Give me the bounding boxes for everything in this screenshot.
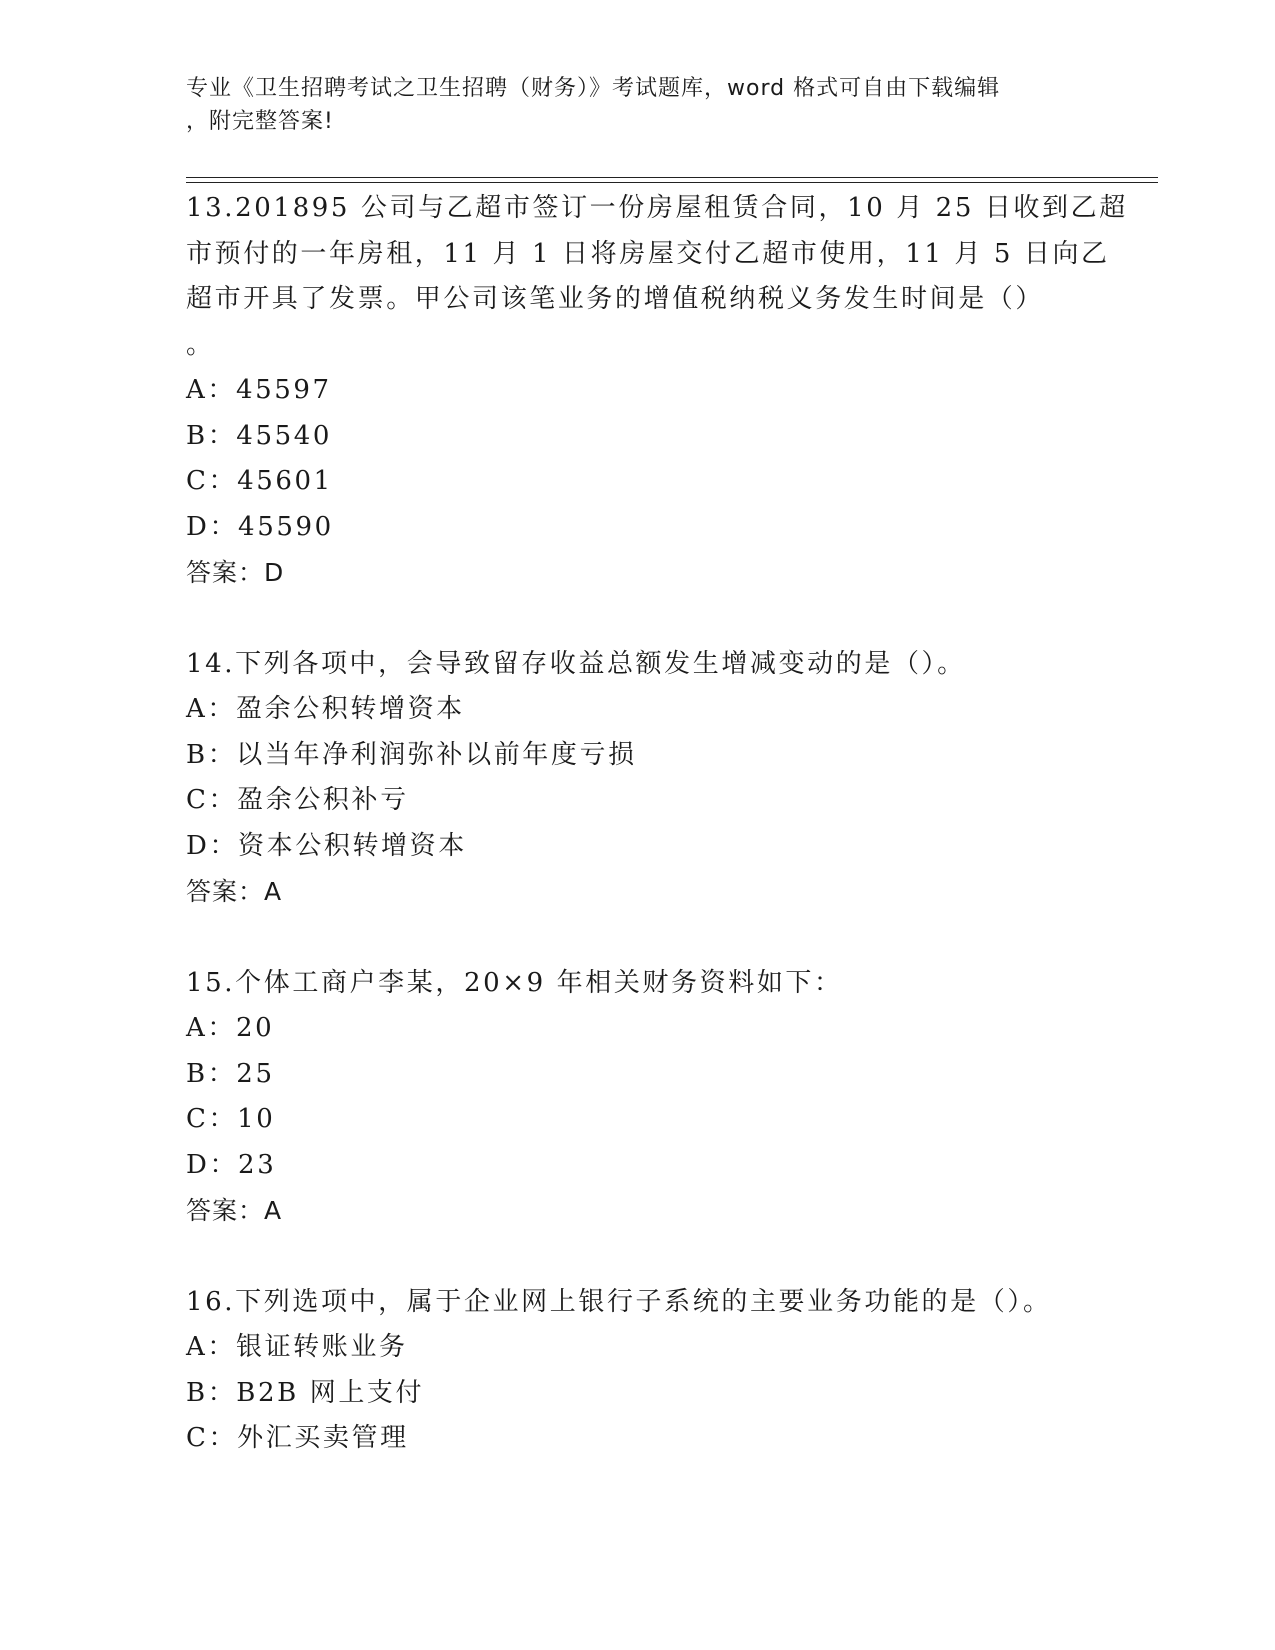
answer-text: 答案：A [186, 1196, 283, 1225]
option-c: C：盈余公积补亏 [186, 785, 409, 815]
option-b: B：25 [186, 1058, 275, 1089]
question-15 [186, 961, 1086, 1234]
question-13 [186, 186, 1128, 596]
option-a: A：盈余公积转增资本 [186, 694, 465, 724]
header-divider-bottom [186, 182, 1158, 183]
option-b: B：45540 [186, 420, 333, 451]
document-header [186, 72, 1086, 138]
header-line-1: 专业《卫生招聘考试之卫生招聘（财务）》考试题库，word 格式可自由下载编辑 [186, 76, 1001, 101]
question-stem-line: 16.下列选项中，属于企业网上银行子系统的主要业务功能的是（）。 [186, 1286, 1052, 1317]
option-b: B：以当年净利润弥补以前年度亏损 [186, 739, 637, 770]
answer-text: 答案：D [186, 558, 285, 587]
option-b: B：B2B 网上支付 [186, 1377, 425, 1408]
option-c: C：45601 [186, 466, 333, 496]
answer-text: 答案：A [186, 877, 283, 906]
question-stem-line: 市预付的一年房租，11 月 1 日将房屋交付乙超市使用，11 月 5 日向乙 [186, 238, 1110, 269]
question-stem-line: 。 [186, 329, 215, 360]
option-d: D：资本公积转增资本 [186, 830, 467, 861]
option-d: D：45590 [186, 511, 334, 542]
option-c: C：10 [186, 1104, 276, 1134]
question-14 [186, 642, 1086, 915]
option-a: A：银证转账业务 [186, 1332, 408, 1362]
option-d: D：23 [186, 1149, 277, 1180]
header-divider-top [186, 177, 1158, 178]
question-list [186, 186, 1128, 1462]
question-stem-line: 超市开具了发票。甲公司该笔业务的增值税纳税义务发生时间是（） [186, 284, 1045, 314]
option-a: A：45597 [186, 375, 332, 405]
header-line-2: ，附完整答案! [186, 109, 334, 134]
question-stem-line: 14.下列各项中，会导致留存收益总额发生增减变动的是（）。 [186, 648, 966, 679]
question-16 [186, 1280, 1086, 1462]
option-c: C：外汇买卖管理 [186, 1423, 409, 1453]
question-stem-line: 13.201895 公司与乙超市签订一份房屋租赁合同，10 月 25 日收到乙超 [186, 193, 1128, 223]
option-a: A：20 [186, 1013, 275, 1043]
question-stem-line: 15.个体工商户李某，20×9 年相关财务资料如下： [186, 967, 843, 998]
